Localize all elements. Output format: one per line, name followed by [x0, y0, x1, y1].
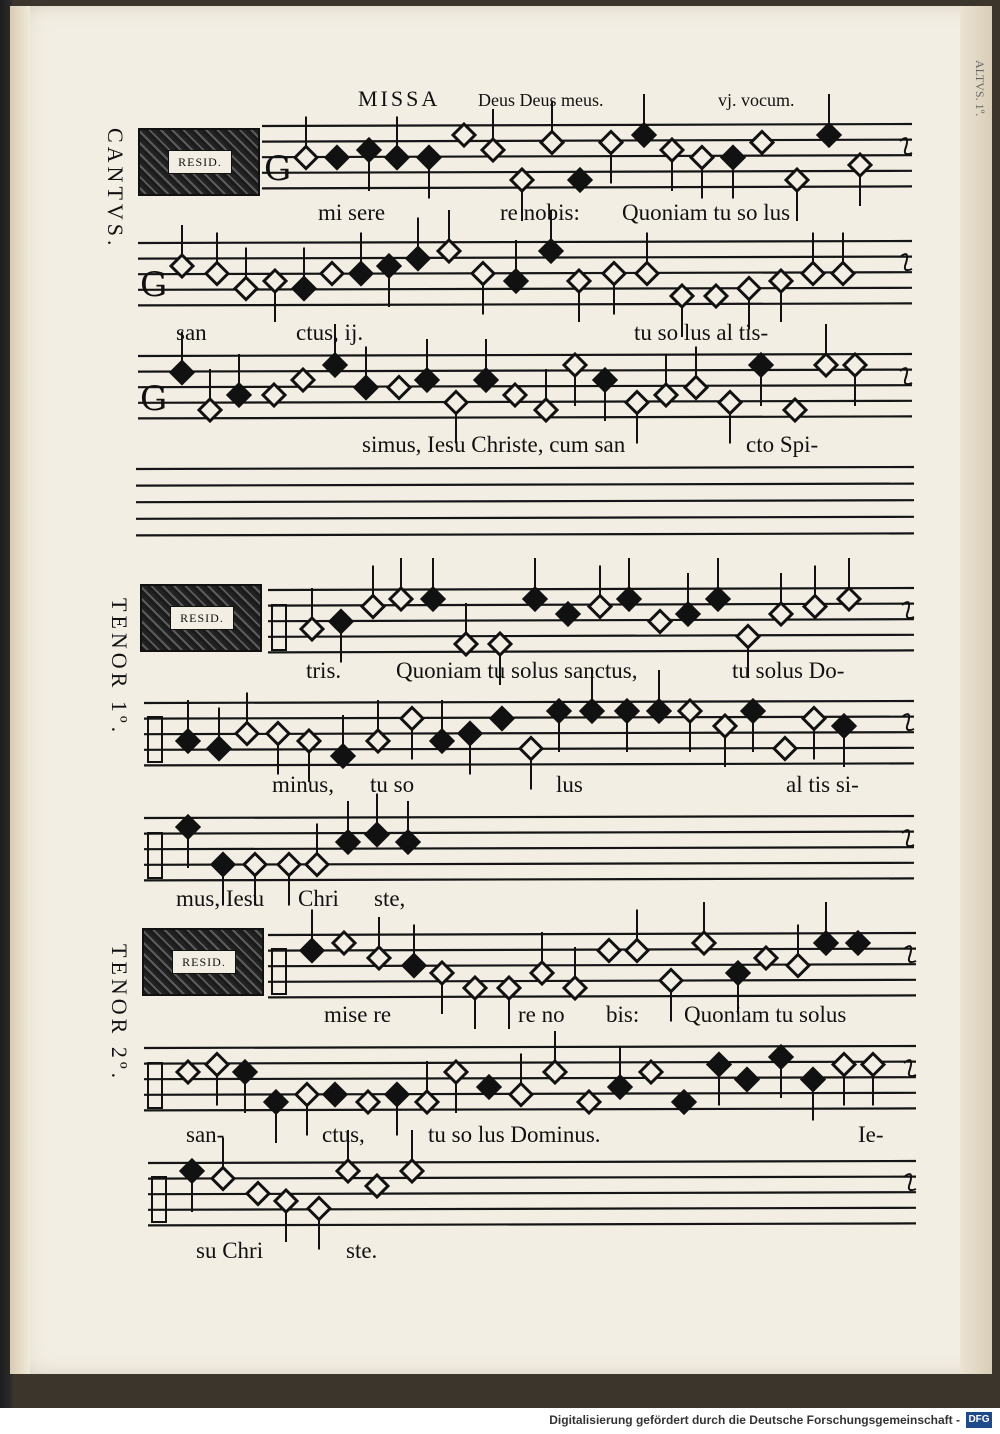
note-head: [247, 1183, 269, 1205]
note-head: [397, 831, 419, 853]
staff-line: [144, 847, 914, 849]
staff-line: [136, 484, 914, 486]
note-head: [177, 816, 199, 838]
note-head: [540, 240, 562, 262]
staff-line: [138, 385, 912, 387]
note-head: [600, 132, 622, 154]
note-head: [208, 738, 230, 760]
margin-note: ALTVS. 1º.: [973, 60, 987, 117]
lyric-syllable: re nobis:: [500, 200, 580, 225]
staff-line: [144, 717, 914, 719]
note-head: [390, 588, 412, 610]
note-head: [833, 1054, 855, 1076]
note-head: [660, 970, 682, 992]
note-head: [386, 1084, 408, 1106]
note-head: [212, 1168, 234, 1190]
note-head: [818, 124, 840, 146]
note-head: [636, 263, 658, 285]
f-clef-icon: [272, 949, 286, 994]
staff-line: [138, 354, 912, 356]
staff-line: [148, 1177, 916, 1179]
voice-count: vj. vocum.: [718, 90, 795, 110]
note-head: [594, 369, 616, 391]
note-head: [815, 932, 837, 954]
note-head: [321, 263, 343, 285]
lyric-syllable: bis:: [606, 1002, 640, 1027]
lyric-syllable: su Chri: [196, 1238, 264, 1263]
c-clef-icon: G: [140, 379, 168, 419]
staff-line: [136, 467, 914, 469]
note-head: [306, 854, 328, 876]
note-head: [524, 588, 546, 610]
note-head: [742, 700, 764, 722]
f-clef-icon: [148, 1063, 162, 1108]
staff-line: [148, 1161, 916, 1163]
staff-line: [268, 933, 916, 935]
staff-line: [262, 155, 912, 157]
note-head: [416, 369, 438, 391]
f-clef-icon: [148, 717, 162, 762]
staff-line: [144, 701, 914, 703]
note-head: [849, 154, 871, 176]
note-head: [386, 147, 408, 169]
note-head: [326, 147, 348, 169]
note-head: [609, 1076, 631, 1098]
staff-line: [262, 186, 912, 188]
lyric-syllable: mise re: [324, 1002, 392, 1027]
note-head: [212, 854, 234, 876]
staff-line: [144, 878, 914, 880]
mass-title: MISSA: [358, 86, 441, 111]
note-head: [719, 392, 741, 414]
lyric-syllable: al tis si-: [786, 772, 859, 797]
staff-line: [144, 832, 914, 834]
note-head: [787, 955, 809, 977]
note-head: [407, 248, 429, 270]
note-head: [693, 932, 715, 954]
note-head: [862, 1054, 884, 1076]
note-head: [362, 596, 384, 618]
staff-line: [268, 635, 914, 637]
note-head: [737, 626, 759, 648]
staff-line: [268, 588, 914, 590]
note-head: [581, 700, 603, 722]
lyric-syllable: Ie-: [858, 1122, 884, 1147]
note-head: [838, 588, 860, 610]
note-head: [355, 377, 377, 399]
note-head: [847, 932, 869, 954]
note-head: [422, 588, 444, 610]
lyric-syllable: tu so lus Dominus.: [428, 1122, 601, 1147]
note-head: [677, 603, 699, 625]
note-head: [751, 132, 773, 154]
note-head: [206, 1054, 228, 1076]
lyric-syllable: tu solus Do-: [732, 658, 845, 683]
footer-bar: [0, 1408, 1000, 1434]
note-head: [235, 278, 257, 300]
note-head: [655, 384, 677, 406]
lyric-syllable: Quoniam tu so lus: [622, 200, 791, 225]
dfg-logo: DFG: [966, 1412, 992, 1428]
lyric-syllable: ste,: [374, 886, 406, 911]
f-clef-icon: [152, 1177, 166, 1222]
note-head: [589, 596, 611, 618]
footer-credit: Digitalisierung gefördert durch die Deutsche Forschungsgemeinschaft -: [549, 1413, 960, 1427]
note-head: [541, 132, 563, 154]
note-head: [722, 147, 744, 169]
staff-line: [136, 500, 914, 502]
note-head: [640, 1061, 662, 1083]
ornament-label: RESID.: [170, 606, 234, 630]
voice-label-cantus: CANTVS.: [103, 128, 128, 250]
lyric-syllable: Chri: [298, 886, 339, 911]
staff-line: [144, 1062, 916, 1064]
lyric-syllable: ctus, ij.: [296, 320, 364, 345]
note-head: [510, 1084, 532, 1106]
note-head: [330, 611, 352, 633]
note-head: [475, 369, 497, 391]
note-head: [296, 1084, 318, 1106]
note-head: [774, 738, 796, 760]
lyric-syllable: ctus,: [322, 1122, 365, 1147]
note-head: [548, 700, 570, 722]
note-head: [648, 700, 670, 722]
note-head: [598, 940, 620, 962]
staff-line: [136, 533, 914, 535]
staff-line: [138, 303, 912, 305]
staff-line: [268, 995, 916, 997]
note-head: [738, 278, 760, 300]
staff-line: [138, 272, 912, 274]
note-head: [295, 147, 317, 169]
note-head: [616, 700, 638, 722]
note-head: [649, 611, 671, 633]
lyric-syllable: re no: [518, 1002, 565, 1027]
note-head: [445, 392, 467, 414]
c-clef-icon: G: [264, 149, 292, 189]
note-head: [544, 1061, 566, 1083]
note-head: [661, 139, 683, 161]
note-head: [491, 708, 513, 730]
ornament-label: RESID.: [168, 150, 232, 174]
voice-label-tenor1: TENOR 1º.: [107, 598, 132, 737]
note-head: [206, 263, 228, 285]
note-head: [770, 603, 792, 625]
note-head: [707, 588, 729, 610]
note-head: [564, 354, 586, 376]
note-head: [815, 354, 837, 376]
lyric-syllable: ste.: [346, 1238, 378, 1263]
note-head: [453, 124, 475, 146]
note-head: [770, 1046, 792, 1068]
staff-line: [268, 619, 914, 621]
note-head: [366, 824, 388, 846]
lyric-syllable: san-: [186, 1122, 225, 1147]
note-head: [244, 854, 266, 876]
note-head: [401, 708, 423, 730]
staff-line: [268, 650, 914, 652]
note-head: [293, 278, 315, 300]
note-head: [708, 1054, 730, 1076]
lyric-syllable: Quoniam tu solus sanctus,: [396, 658, 638, 683]
lyric-syllable: san: [176, 320, 207, 345]
f-clef-icon: [148, 833, 162, 878]
staff-line: [138, 257, 912, 259]
note-head: [633, 124, 655, 146]
note-head: [388, 377, 410, 399]
lyric-syllable: minus,: [272, 772, 334, 797]
note-head: [833, 715, 855, 737]
note-head: [445, 1061, 467, 1083]
staff-line: [148, 1208, 916, 1210]
note-head: [278, 854, 300, 876]
note-head: [691, 147, 713, 169]
staff-line: [144, 1077, 916, 1079]
lyric-syllable: cto Spi-: [746, 432, 819, 457]
note-head: [308, 1198, 330, 1220]
note-head: [626, 940, 648, 962]
staff-line: [138, 241, 912, 243]
staff-line: [144, 816, 914, 818]
lyric-syllable: simus, Iesu Christe, cum san: [362, 432, 626, 457]
note-head: [802, 263, 824, 285]
lyric-syllable: Quoniam tu solus: [684, 1002, 847, 1027]
staff-line: [144, 763, 914, 765]
note-head: [844, 354, 866, 376]
note-head: [750, 354, 772, 376]
note-head: [679, 700, 701, 722]
lyric-syllable: mi sere: [318, 200, 386, 225]
note-head: [803, 708, 825, 730]
c-clef-icon: G: [140, 265, 168, 305]
mass-subtitle: Deus Deus meus.: [478, 90, 604, 110]
note-head: [236, 723, 258, 745]
lyric-syllable: lus: [556, 772, 583, 797]
staff-line: [136, 517, 914, 519]
ornament-label: RESID.: [172, 950, 236, 974]
note-head: [832, 263, 854, 285]
note-head: [403, 955, 425, 977]
lyric-syllable: tu so lus al tis-: [634, 320, 769, 345]
staff-line: [268, 980, 916, 982]
lyric-syllable: tris.: [306, 658, 342, 683]
lyric-syllable: tu so: [370, 772, 415, 797]
staff-line: [138, 370, 912, 372]
note-head: [482, 139, 504, 161]
note-head: [802, 1069, 824, 1091]
note-head: [418, 147, 440, 169]
note-head: [472, 263, 494, 285]
staff-line: [148, 1223, 916, 1225]
note-head: [736, 1069, 758, 1091]
voice-label-tenor2: TENOR 2º.: [107, 944, 132, 1083]
note-head: [804, 596, 826, 618]
note-head: [618, 588, 640, 610]
staff-line: [268, 964, 916, 966]
staff-line: [262, 124, 912, 126]
staff-line: [262, 140, 912, 142]
note-head: [557, 603, 579, 625]
note-head: [267, 723, 289, 745]
note-head: [324, 1084, 346, 1106]
note-head: [520, 738, 542, 760]
note-head: [171, 362, 193, 384]
staff-line: [144, 1046, 916, 1048]
staff-line: [262, 171, 912, 173]
note-head: [685, 377, 707, 399]
staff-line: [144, 1108, 916, 1110]
lyric-syllable: mus, Iesu: [176, 886, 265, 911]
note-head: [301, 940, 323, 962]
f-clef-icon: [272, 605, 286, 650]
note-head: [459, 723, 481, 745]
note-head: [626, 392, 648, 414]
note-head: [324, 354, 346, 376]
note-head: [350, 263, 372, 285]
note-head: [603, 263, 625, 285]
